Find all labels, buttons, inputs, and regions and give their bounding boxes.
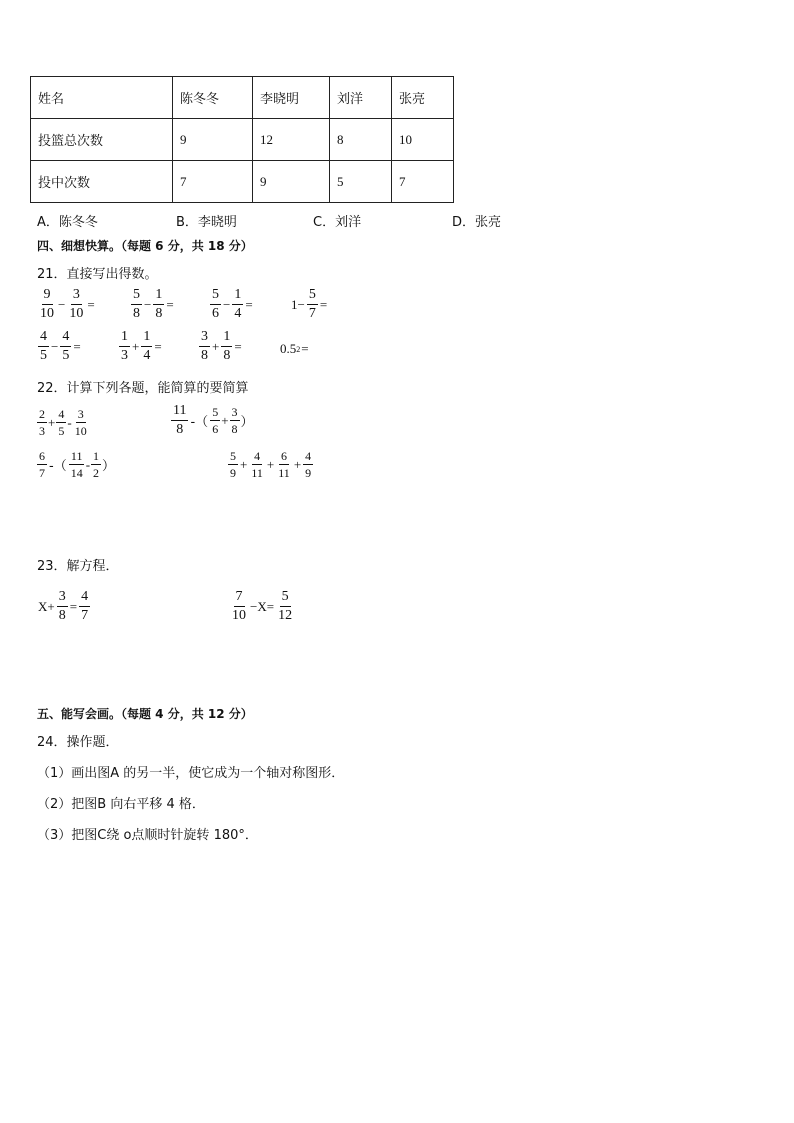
denominator: 8 [133,306,140,321]
table-cell: 张亮 [392,77,454,119]
option-c: C．刘洋 [313,215,362,230]
q24-item-1: （1）画出图A 的另一半，使它成为一个轴对称图形． [37,766,345,781]
operator: − [58,296,66,312]
operator: − [51,338,59,354]
denominator: 8 [201,348,208,363]
denominator: 7 [308,306,316,321]
score-table [30,76,454,203]
table-cell: 姓名 [31,77,173,119]
numerator: 7 [234,590,245,607]
operator: + [212,338,220,354]
denominator: 7 [39,466,45,480]
operator: −X= [250,598,275,614]
denominator: 10 [74,424,87,438]
q24-title: 24．操作题． [37,735,119,750]
numerator: 1 [221,330,232,347]
denominator: 5 [58,424,65,438]
close-paren: ） [102,459,116,474]
numerator: 5 [210,288,221,305]
numerator: 11 [70,449,83,463]
close-paren: ） [240,415,254,430]
numerator: 5 [230,449,236,463]
q21-expr-7 [198,330,243,363]
q21-expr-8 [280,341,310,357]
numerator: 4 [254,449,261,463]
table-cell: 陈冬冬 [173,77,253,119]
numerator: 3 [231,405,238,419]
operator: − [223,296,231,312]
table-cell: 9 [173,119,253,161]
numerator: 5 [212,405,219,419]
numerator: 6 [281,449,288,463]
exponent: 2 [296,344,301,354]
table-cell: 8 [330,119,392,161]
denominator: 9 [305,466,312,480]
operator: + [132,338,140,354]
denominator: 10 [40,306,54,321]
numerator: 1 [93,449,100,463]
base-number: 0.5 [280,341,297,356]
equals-sign: = [234,338,242,354]
operator: + [48,414,56,430]
operator: - [85,456,91,472]
q22-expr-1 [36,408,90,437]
table-cell: 12 [253,119,330,161]
table-cell: 10 [392,119,454,161]
operator: − [144,296,152,312]
q21-title: 21．直接写出得数。 [37,267,158,282]
numerator: 4 [38,330,49,347]
operator: + [293,456,302,472]
equals-sign: = [87,296,95,312]
denominator: 8 [223,348,231,363]
table-cell: 7 [173,161,253,203]
numerator: 6 [39,449,45,463]
numerator: 4 [79,590,90,607]
equals-sign: = [154,338,162,354]
denominator: 6 [212,306,219,321]
numerator: 3 [57,590,68,607]
numerator: 5 [280,590,291,607]
denominator: 3 [121,348,128,363]
q21-expr-1 [37,288,96,321]
denominator: 2 [93,466,100,480]
denominator: 10 [69,306,84,321]
q21-expr-3 [209,288,254,321]
numerator: 4 [58,407,65,421]
numerator: 5 [131,288,142,305]
numerator: 1 [153,288,164,305]
numerator: 1 [119,330,130,347]
denominator: 10 [232,608,246,623]
table-row [31,161,454,203]
q24-item-2: （2）把图B 向右平移 4 格． [37,797,205,812]
table-cell: 9 [253,161,330,203]
denominator: 11 [278,466,290,480]
q23-title: 23．解方程． [37,559,119,574]
table-cell: 5 [330,161,392,203]
denominator: 5 [40,348,47,363]
numerator: 2 [39,407,45,421]
q21-expr-2 [130,288,175,321]
table-cell: 刘洋 [330,77,392,119]
equals-sign: = [245,296,253,312]
table-cell: 投中次数 [31,161,173,203]
denominator: 8 [176,422,184,437]
table-cell: 7 [392,161,454,203]
q22-title: 22．计算下列各题，能简算的要简算 [37,381,249,396]
q22-expr-2 [170,404,254,437]
equals-sign: = [319,296,328,312]
equals-sign: = [301,341,309,356]
denominator: 8 [231,422,238,436]
q23-equation-2 [229,590,295,623]
numerator: 5 [307,288,318,305]
denominator: 9 [230,466,236,480]
lead-term: 1− [291,296,305,312]
table-header-row [31,77,454,119]
equals-sign: = [73,338,81,354]
operator: + [221,412,229,428]
numerator: 9 [42,288,53,305]
section-5-title: 五、能写会画。（每题 4 分，共 12 分） [37,707,253,721]
q21-expr-4 [290,288,328,321]
denominator: 11 [251,466,263,480]
q22-expr-4 [227,450,314,479]
denominator: 7 [81,608,89,623]
numerator: 4 [60,330,71,347]
numerator: 3 [199,330,210,347]
option-b: B．李晓明 [176,215,237,230]
numerator: 3 [71,288,82,305]
denominator: 12 [278,608,293,623]
q21-expr-6 [118,330,163,363]
denominator: 4 [234,306,242,321]
table-row [31,119,454,161]
denominator: 4 [143,348,151,363]
section-4-title: 四、细想快算。（每题 6 分，共 18 分） [37,239,253,253]
option-d: D．张亮 [452,215,502,230]
denominator: 8 [155,306,163,321]
option-a: A．陈冬冬 [37,215,98,230]
numerator: 1 [232,288,243,305]
numerator: 1 [141,330,152,347]
q22-expr-3 [36,450,115,479]
q21-expr-5 [37,330,82,363]
q23-equation-1 [37,590,91,623]
numerator: 4 [305,449,312,463]
denominator: 14 [70,466,83,480]
lead-term: X+ [38,598,55,614]
table-cell: 李晓明 [253,77,330,119]
operator: -（ [190,415,209,430]
q24-item-3: （3）把图C绕 o点顺时针旋转 180°． [37,828,258,843]
denominator: 6 [212,422,219,436]
denominator: 3 [39,424,45,438]
equals-sign: = [69,598,78,614]
operator: + [240,456,248,472]
equals-sign: = [166,296,174,312]
operator: + [266,456,275,472]
operator: - [67,414,72,430]
numerator: 3 [77,407,84,421]
denominator: 5 [62,348,70,363]
numerator: 11 [171,404,188,421]
denominator: 8 [58,608,66,623]
operator: -（ [49,459,67,474]
table-cell: 投篮总次数 [31,119,173,161]
